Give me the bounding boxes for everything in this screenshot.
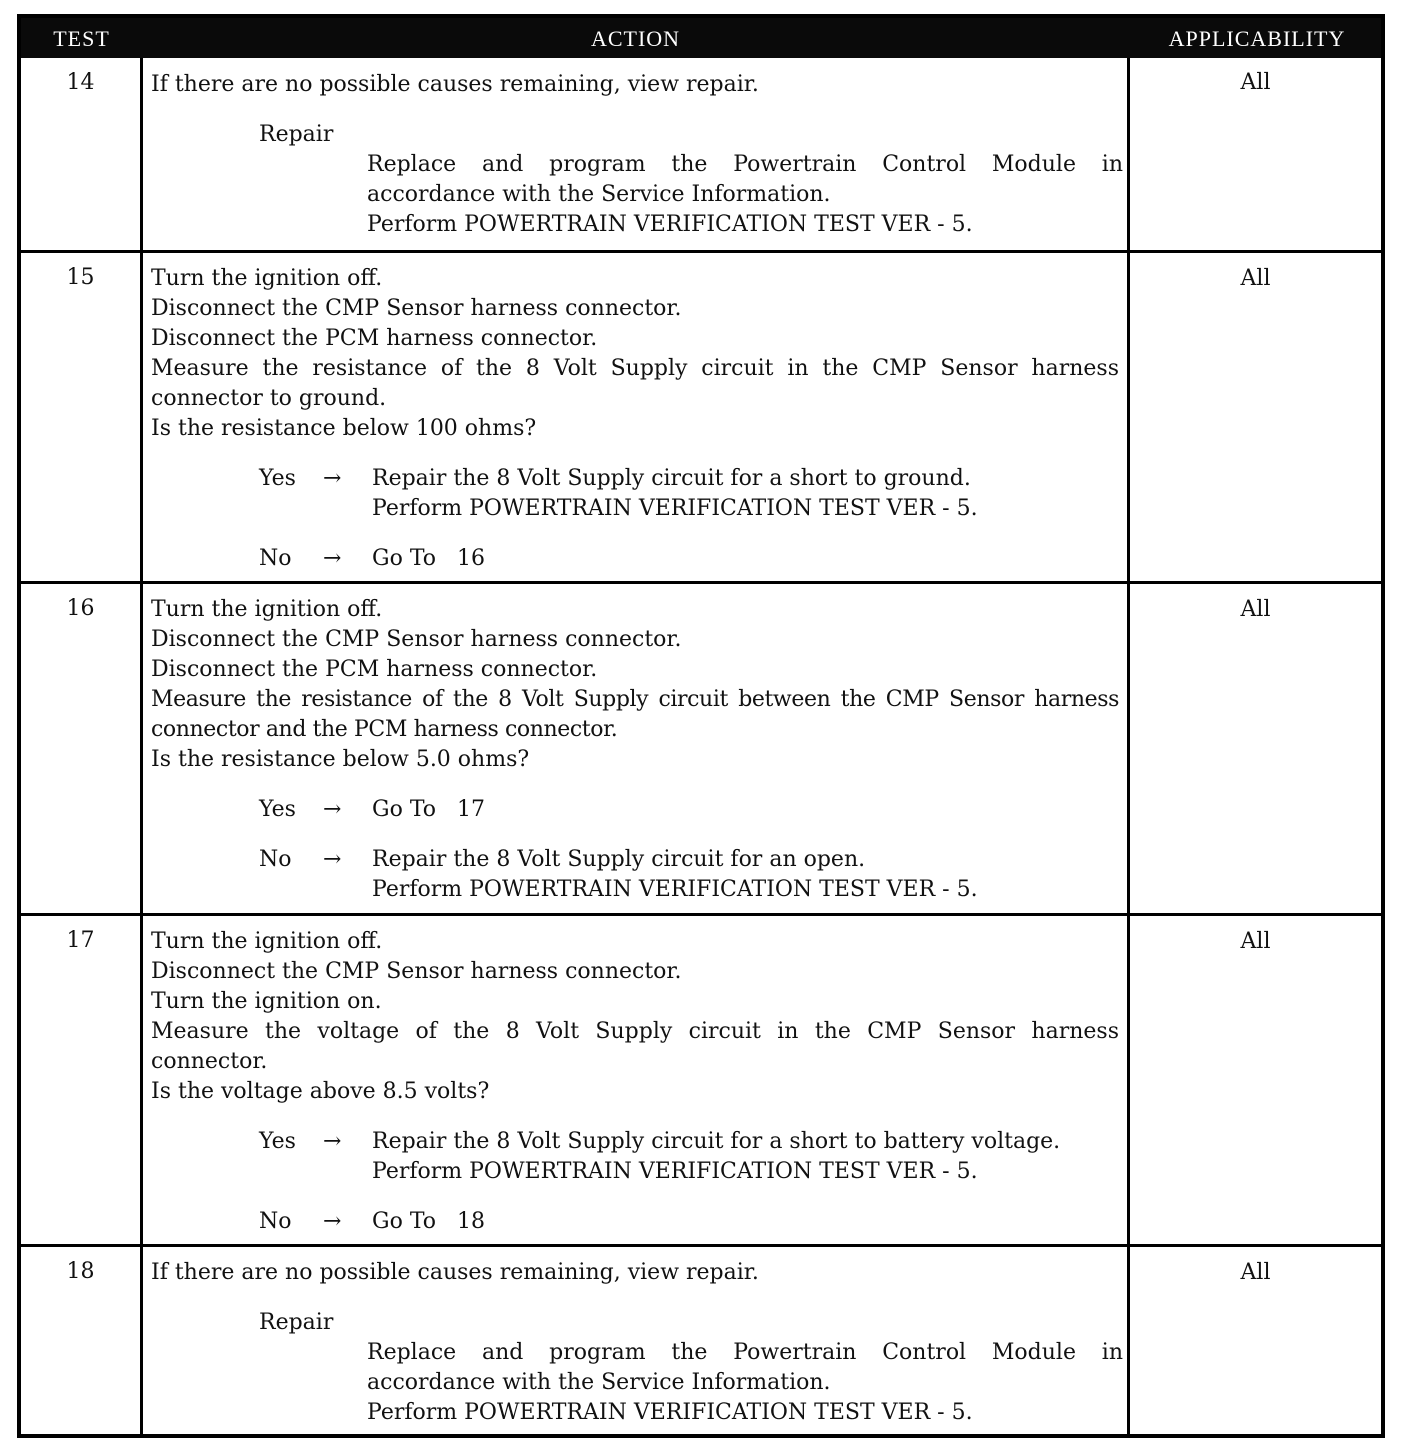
yes-perform: Perform POWERTRAIN VERIFICATION TEST VER - 5. xyxy=(372,496,978,521)
applicability-cell xyxy=(1130,253,1381,584)
perform-verification: Perform POWERTRAIN VERIFICATION TEST VER - 5. xyxy=(367,1400,973,1425)
action-cell xyxy=(143,1247,1130,1437)
yes-label: Yes xyxy=(259,1129,296,1154)
test-number-cell xyxy=(21,58,143,250)
yes-label: Yes xyxy=(259,466,296,491)
action-cell xyxy=(143,58,1130,250)
yes-action: Repair the 8 Volt Supply circuit for a short to battery voltage. xyxy=(372,1129,1061,1154)
repair-label: Repair xyxy=(259,1310,334,1335)
instruction-line: Disconnect the PCM harness connector. xyxy=(151,326,598,351)
repair-label: Repair xyxy=(259,122,334,147)
table-row-test-15 xyxy=(21,250,1381,584)
instruction-line: Disconnect the CMP Sensor harness connector. xyxy=(151,959,682,984)
no-action: Go To 18 xyxy=(372,1209,485,1234)
measure-instruction: Measure the voltage of the 8 Volt Supply circuit in the CMP Sensor harness connector. xyxy=(151,1019,1119,1074)
test-number-cell xyxy=(21,1247,143,1437)
arrow-right-icon: → xyxy=(323,546,342,571)
table-row-test-18 xyxy=(21,1244,1381,1437)
arrow-right-icon: → xyxy=(323,466,342,491)
test-number: 17 xyxy=(66,928,95,953)
no-label: No xyxy=(259,847,292,872)
repair-text: Replace and program the Powertrain Control Module in accordance with the Service Information. xyxy=(367,152,1123,207)
applicability-cell xyxy=(1130,58,1381,250)
action-cell xyxy=(143,253,1130,584)
no-result xyxy=(372,845,978,905)
arrow-right-icon: → xyxy=(323,1129,342,1154)
table-header xyxy=(21,18,1381,58)
yes-perform: Perform POWERTRAIN VERIFICATION TEST VER - 5. xyxy=(372,1159,978,1184)
test-number: 18 xyxy=(66,1259,95,1284)
diagnostic-test-table xyxy=(17,14,1385,1438)
test-number: 14 xyxy=(66,70,95,95)
no-label: No xyxy=(259,1209,292,1234)
action-cell xyxy=(143,584,1130,916)
yes-label: Yes xyxy=(259,797,296,822)
instruction-lines xyxy=(151,264,1119,354)
action-cell xyxy=(143,916,1130,1247)
perform-verification: Perform POWERTRAIN VERIFICATION TEST VER - 5. xyxy=(367,212,973,237)
table-row-test-14 xyxy=(21,58,1381,250)
instruction-line: Turn the ignition off. xyxy=(151,929,383,954)
test-number: 15 xyxy=(66,265,95,290)
yes-action: Go To 17 xyxy=(372,797,485,822)
instruction-line: Disconnect the PCM harness connector. xyxy=(151,657,598,682)
no-perform: Perform POWERTRAIN VERIFICATION TEST VER - 5. xyxy=(372,877,978,902)
instruction-line: If there are no possible causes remaining, view repair. xyxy=(151,1260,759,1285)
instruction-line: Turn the ignition on. xyxy=(151,989,382,1014)
test-number-cell xyxy=(21,253,143,584)
applicability-cell xyxy=(1130,584,1381,916)
applicability-value: All xyxy=(1240,597,1271,622)
header-test: TEST xyxy=(53,26,110,51)
test-number-cell xyxy=(21,584,143,916)
applicability-value: All xyxy=(1240,266,1271,291)
instruction-line: Disconnect the CMP Sensor harness connector. xyxy=(151,296,682,321)
header-action: ACTION xyxy=(590,26,681,51)
no-action: Repair the 8 Volt Supply circuit for an open. xyxy=(372,847,866,872)
measure-instruction: Measure the resistance of the 8 Volt Supply circuit between the CMP Sensor harness connector and the PCM harness connector. xyxy=(151,687,1119,742)
question: Is the voltage above 8.5 volts? xyxy=(151,1079,490,1104)
repair-text: Replace and program the Powertrain Control Module in accordance with the Service Information. xyxy=(367,1340,1123,1395)
question: Is the resistance below 100 ohms? xyxy=(151,416,537,441)
applicability-value: All xyxy=(1240,1260,1271,1285)
yes-action: Repair the 8 Volt Supply circuit for a short to ground. xyxy=(372,466,971,491)
instruction-lines xyxy=(151,595,1119,685)
measure-instruction: Measure the resistance of the 8 Volt Supply circuit in the CMP Sensor harness connector to ground. xyxy=(151,356,1119,411)
test-number: 16 xyxy=(66,596,95,621)
applicability-cell xyxy=(1130,1247,1381,1437)
instruction-lines xyxy=(151,70,1119,100)
yes-result xyxy=(372,1127,1060,1187)
arrow-right-icon: → xyxy=(323,1209,342,1234)
no-action: Go To 16 xyxy=(372,546,485,571)
table-row-test-17 xyxy=(21,913,1381,1247)
no-label: No xyxy=(259,546,292,571)
applicability-value: All xyxy=(1240,70,1271,95)
instruction-line: Disconnect the CMP Sensor harness connector. xyxy=(151,627,682,652)
applicability-cell xyxy=(1130,916,1381,1247)
table-row-test-16 xyxy=(21,581,1381,916)
test-number-cell xyxy=(21,916,143,1247)
arrow-right-icon: → xyxy=(323,797,342,822)
instruction-line: Turn the ignition off. xyxy=(151,266,383,291)
instruction-lines xyxy=(151,927,1119,1017)
arrow-right-icon: → xyxy=(323,847,342,872)
applicability-value: All xyxy=(1240,929,1271,954)
yes-result xyxy=(372,464,978,524)
instruction-line: If there are no possible causes remaining, view repair. xyxy=(151,72,759,97)
instruction-lines xyxy=(151,1258,1119,1288)
header-applicability: APPLICABILITY xyxy=(1168,26,1346,51)
instruction-line: Turn the ignition off. xyxy=(151,597,383,622)
question: Is the resistance below 5.0 ohms? xyxy=(151,747,530,772)
